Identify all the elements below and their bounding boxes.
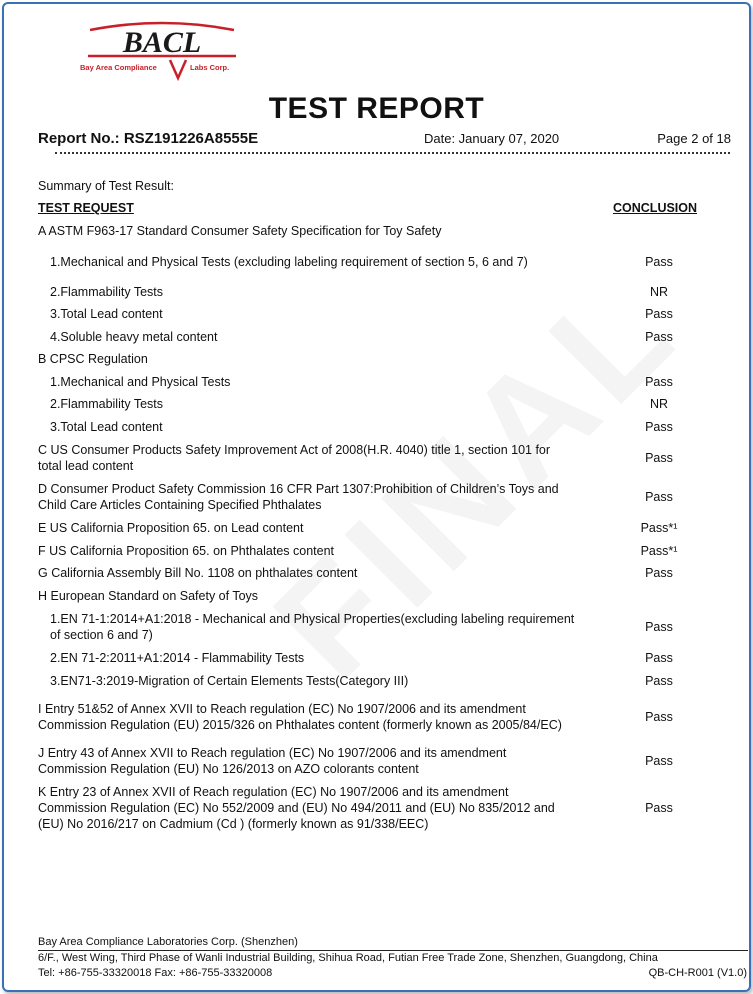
conclusion-value: Pass: [645, 800, 673, 815]
table-row: [38, 585, 728, 608]
test-request-text: 1.Mechanical and Physical Tests: [50, 374, 231, 389]
conclusion-value: Pass: [645, 651, 673, 666]
test-request-header: TEST REQUEST: [38, 201, 134, 215]
footer-company: Bay Area Compliance Laboratories Corp. (Shenzhen): [38, 936, 298, 948]
footer-contact: Tel: +86-755-33320018 Fax: +86-755-33320008: [38, 967, 273, 979]
test-request-text: H European Standard on Safety of Toys: [38, 588, 259, 603]
results-table: [38, 220, 728, 835]
test-request-text: 2.Flammability Tests: [50, 284, 163, 299]
footer-address: 6/F., West Wing, Third Phase of Wanli Industrial Building, Shihua Road, Futian Free Trade Zone, Shenzhen, Guangdong, China: [38, 952, 658, 964]
report-number-value: RSZ191226A8555E: [123, 130, 259, 147]
conclusion-value: Pass: [645, 566, 673, 581]
conclusion-value: Pass: [645, 754, 673, 768]
report-title: TEST REPORT: [268, 92, 485, 125]
test-request-text: K Entry 23 of Annex XVII of Reach regulation (EC) No 1907/2006 and its amendment Commission Regulation (EC) No 552/2009 and (EU) No 494/2011 and (EU) No 835/2012 and (EU) No 2016/217 on Cadmium (Cd ) (formerly known as 91/338/EEC): [38, 784, 555, 831]
test-request-text: 2.EN 71-2:2011+A1:2014 - Flammability Tests: [50, 651, 305, 666]
table-row: [38, 303, 728, 326]
test-request-text: C US Consumer Products Safety Improvement Act of 2008(H.R. 4040) title 1, section 101 for total lead content: [38, 442, 551, 473]
footer-divider: [38, 950, 748, 951]
table-row: [38, 742, 728, 780]
table-row: [38, 540, 728, 563]
conclusion-header: CONCLUSION: [613, 201, 698, 215]
report-date: Date: January 07, 2020: [424, 131, 560, 146]
test-request-text: I Entry 51&52 of Annex XVII to Reach regulation (EC) No 1907/2006 and its amendment Commission Regulation (EU) 2015/326 on Phthalates content (formerly known as 2005/84/EC): [38, 702, 562, 732]
conclusion-value: Pass: [645, 710, 673, 724]
conclusion-value: Pass*¹: [640, 543, 678, 558]
report-number-label: Report No.:: [38, 130, 120, 147]
table-row: [38, 348, 728, 371]
conclusion-value: NR: [649, 397, 669, 412]
table-row: [38, 562, 728, 585]
test-request-text: 3.EN71-3:2019-Migration of Certain Elements Tests(Category III): [50, 673, 409, 688]
table-row: [38, 220, 728, 243]
conclusion-value: Pass: [645, 419, 673, 434]
table-row: [38, 371, 728, 394]
table-row: [38, 670, 728, 693]
report-number: [38, 130, 258, 147]
table-row: [38, 438, 728, 477]
bacl-logo: [78, 20, 246, 84]
table-row: [38, 393, 728, 416]
test-request-text: J Entry 43 of Annex XVII to Reach regulation (EC) No 1907/2006 and its amendment Commission Regulation (EU) No 126/2013 on AZO colorants content: [38, 746, 507, 776]
conclusion-value: NR: [649, 284, 669, 299]
conclusion-value: Pass: [645, 254, 673, 269]
test-request-text: F US California Proposition 65. on Phthalates content: [38, 543, 335, 558]
conclusion-value: Pass: [645, 620, 673, 634]
conclusion-value: Pass: [645, 490, 673, 504]
test-request-text: 3.Total Lead content: [50, 307, 163, 322]
conclusion-value: Pass: [645, 450, 673, 465]
test-request-text: G California Assembly Bill No. 1108 on phthalates content: [38, 566, 358, 581]
table-row: [38, 281, 728, 304]
table-row: [38, 477, 728, 517]
conclusion-value: Pass*¹: [640, 521, 678, 536]
form-code: QB-CH-R001 (V1.0): [648, 967, 747, 979]
table-row: [38, 517, 728, 540]
test-request-text: D Consumer Product Safety Commission 16 CFR Part 1307:Prohibition of Children’s Toys and Child Care Articles Containing Specified Phthalates: [38, 482, 559, 512]
table-row: [38, 780, 728, 835]
test-request-text: B CPSC Regulation: [38, 352, 148, 367]
summary-heading: Summary of Test Result:: [38, 179, 174, 193]
test-request-text: 1.EN 71-1:2014+A1:2018 - Mechanical and Physical Properties(excluding labeling requirement of section 6 and 7): [50, 612, 575, 642]
table-row: [38, 647, 728, 670]
page-number: Page 2 of 18: [657, 131, 731, 146]
table-row: [38, 243, 728, 281]
test-request-text: 3.Total Lead content: [50, 419, 163, 434]
test-request-text: 2.Flammability Tests: [50, 397, 163, 412]
table-row: [38, 416, 728, 439]
test-request-text: 1.Mechanical and Physical Tests (excluding labeling requirement of section 5, 6 and 7): [50, 254, 528, 269]
test-request-text: E US California Proposition 65. on Lead content: [38, 521, 304, 536]
test-request-text: A ASTM F963-17 Standard Consumer Safety Specification for Toy Safety: [38, 224, 442, 239]
svg-text:Bay Area Compliance: Bay Area Compliance: [80, 63, 157, 72]
svg-text:BACL: BACL: [122, 26, 202, 59]
table-row: [38, 326, 728, 349]
conclusion-value: Pass: [645, 374, 673, 389]
conclusion-value: Pass: [645, 673, 673, 688]
conclusion-value: Pass: [645, 307, 673, 322]
test-request-text: 4.Soluble heavy metal content: [50, 329, 218, 344]
table-row: [38, 692, 728, 742]
table-row: [38, 607, 728, 647]
conclusion-value: Pass: [645, 329, 673, 344]
dotted-divider: [55, 152, 730, 154]
svg-text:Labs Corp.: Labs Corp.: [190, 63, 230, 72]
